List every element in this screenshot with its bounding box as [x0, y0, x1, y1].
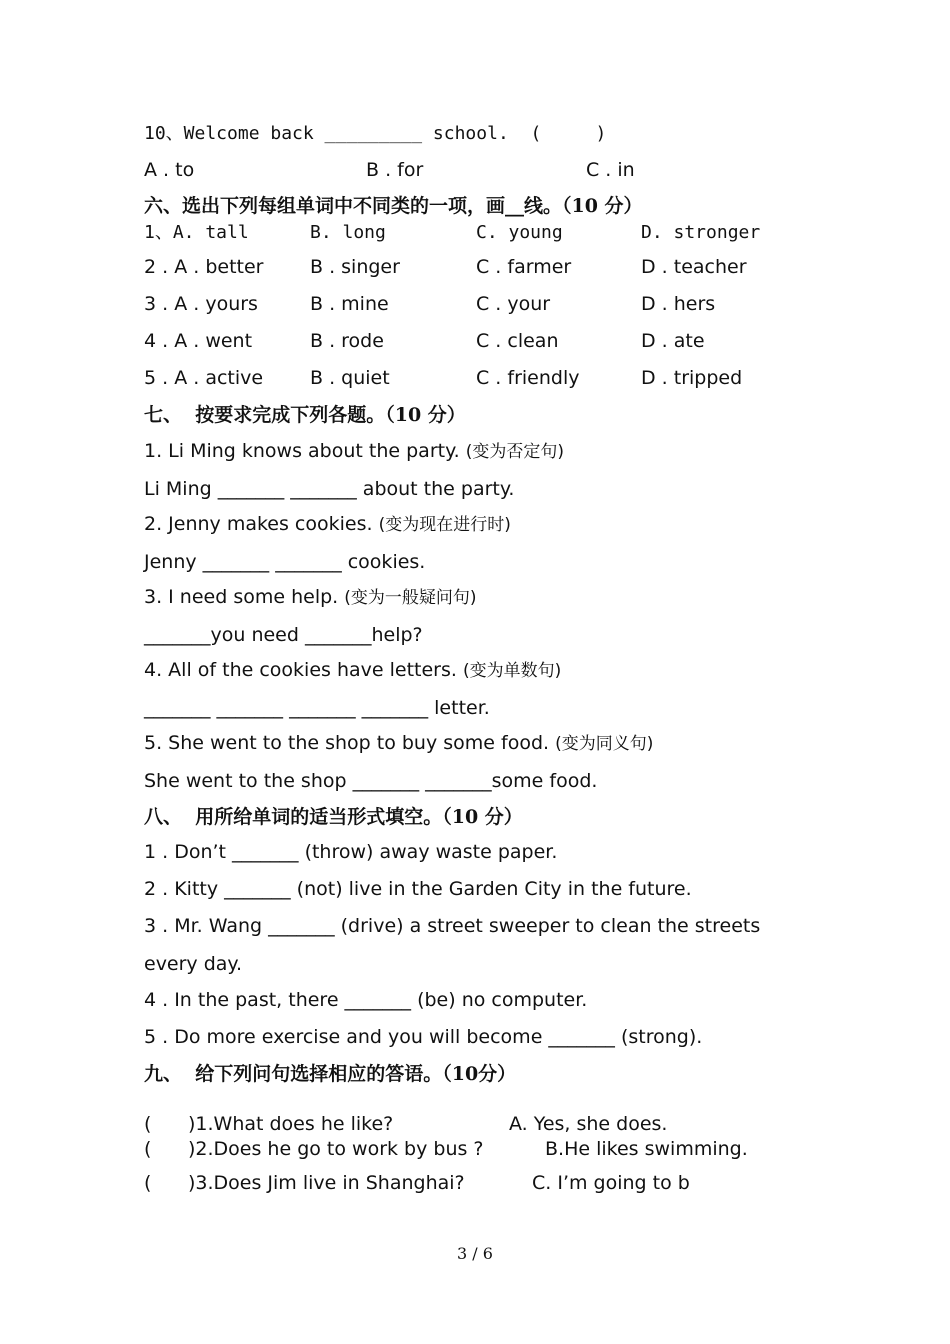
s7-q1 — [144, 439, 564, 464]
s6-row2-a: 2 . A . better — [144, 256, 264, 278]
s7-q5-note: (变为同义句) — [555, 734, 654, 754]
s7-a5: She went to the shop _______ _______some food. — [144, 770, 598, 792]
s7-a1: Li Ming _______ _______ about the party. — [144, 478, 515, 500]
s6-row4-c: C . clean — [476, 330, 559, 352]
s6-row4-d: D . ate — [641, 330, 705, 352]
s7-q3-text: 3. I need some help. — [144, 586, 345, 608]
page-number: 3 / 6 — [457, 1244, 493, 1263]
s9-row3-paren: ( — [144, 1172, 152, 1194]
s7-a2: Jenny _______ _______ cookies. — [144, 551, 426, 573]
section7-heading: 七、 按要求完成下列各题。（10 分） — [144, 404, 466, 426]
section6-heading: 六、选出下列每组单词中不同类的一项，画__线。（10 分） — [144, 195, 643, 217]
s6-row2-b: B . singer — [310, 256, 400, 278]
s9-row2-answer: B.He likes swimming. — [545, 1138, 748, 1160]
s7-q5-text: 5. She went to the shop to buy some food. — [144, 732, 556, 754]
q10-option-b: B . for — [366, 159, 424, 181]
s7-q3 — [144, 585, 477, 610]
s8-line1: 1 . Don’t _______ (throw) away waste paper. — [144, 841, 558, 863]
s9-row1-answer: A. Yes, she does. — [509, 1113, 668, 1135]
s7-q2-note: (变为现在进行时) — [378, 515, 511, 535]
section9-heading: 九、 给下列问句选择相应的答语。（10分） — [144, 1063, 517, 1085]
s6-row5-c: C . friendly — [476, 367, 580, 389]
s6-row3-c: C . your — [476, 293, 551, 315]
s6-row1-c: C. young — [476, 222, 563, 243]
s9-row3-question: )3.Does Jim live in Shanghai? — [188, 1172, 465, 1194]
s8-line2: 2 . Kitty _______ (not) live in the Garden City in the future. — [144, 878, 692, 900]
s7-q4-text: 4. All of the cookies have letters. — [144, 659, 463, 681]
q10-option-a: A . to — [144, 159, 195, 181]
s7-q4 — [144, 658, 561, 683]
s6-row3-b: B . mine — [310, 293, 389, 315]
s9-row2-question: )2.Does he go to work by bus ? — [188, 1138, 484, 1160]
s7-a3: _______you need _______help? — [144, 624, 423, 646]
q10-option-c: C . in — [586, 159, 635, 181]
s6-row5-a: 5 . A . active — [144, 367, 264, 389]
s9-row3-answer: C. I’m going to b — [532, 1172, 690, 1194]
s6-row3-a: 3 . A . yours — [144, 293, 258, 315]
s9-row2-paren: ( — [144, 1138, 152, 1160]
s9-row1-question: )1.What does he like? — [188, 1113, 394, 1135]
s6-row2-d: D . teacher — [641, 256, 747, 278]
s8-line4: 4 . In the past, there _______ (be) no computer. — [144, 989, 588, 1011]
s6-row2-c: C . farmer — [476, 256, 572, 278]
q10-stem: 10、Welcome back _________ school. ( ) — [144, 123, 607, 144]
s9-row1-paren: ( — [144, 1113, 152, 1135]
s6-row1-d: D. stronger — [641, 222, 761, 243]
s8-line5: 5 . Do more exercise and you will become _______ (strong). — [144, 1026, 703, 1048]
s6-row3-d: D . hers — [641, 293, 716, 315]
s7-a4: _______ _______ _______ _______ letter. — [144, 697, 490, 719]
s6-row5-d: D . tripped — [641, 367, 743, 389]
s8-line3: 3 . Mr. Wang _______ (drive) a street sweeper to clean the streets — [144, 915, 761, 937]
s7-q2 — [144, 512, 511, 537]
s7-q3-note: (变为一般疑问句) — [344, 588, 477, 608]
s7-q5 — [144, 731, 653, 756]
section8-heading: 八、 用所给单词的适当形式填空。（10 分） — [144, 806, 523, 828]
s6-row5-b: B . quiet — [310, 367, 390, 389]
s8-line3-cont: every day. — [144, 953, 242, 975]
s7-q1-note: (变为否定句) — [465, 442, 564, 462]
s7-q2-text: 2. Jenny makes cookies. — [144, 513, 379, 535]
s6-row4-a: 4 . A . went — [144, 330, 253, 352]
s6-row1-b: B. long — [310, 222, 386, 243]
s7-q1-text: 1. Li Ming knows about the party. — [144, 440, 466, 462]
s6-row1-a: 1、A. tall — [144, 222, 249, 243]
s6-row4-b: B . rode — [310, 330, 384, 352]
s7-q4-note: (变为单数句) — [462, 661, 562, 681]
